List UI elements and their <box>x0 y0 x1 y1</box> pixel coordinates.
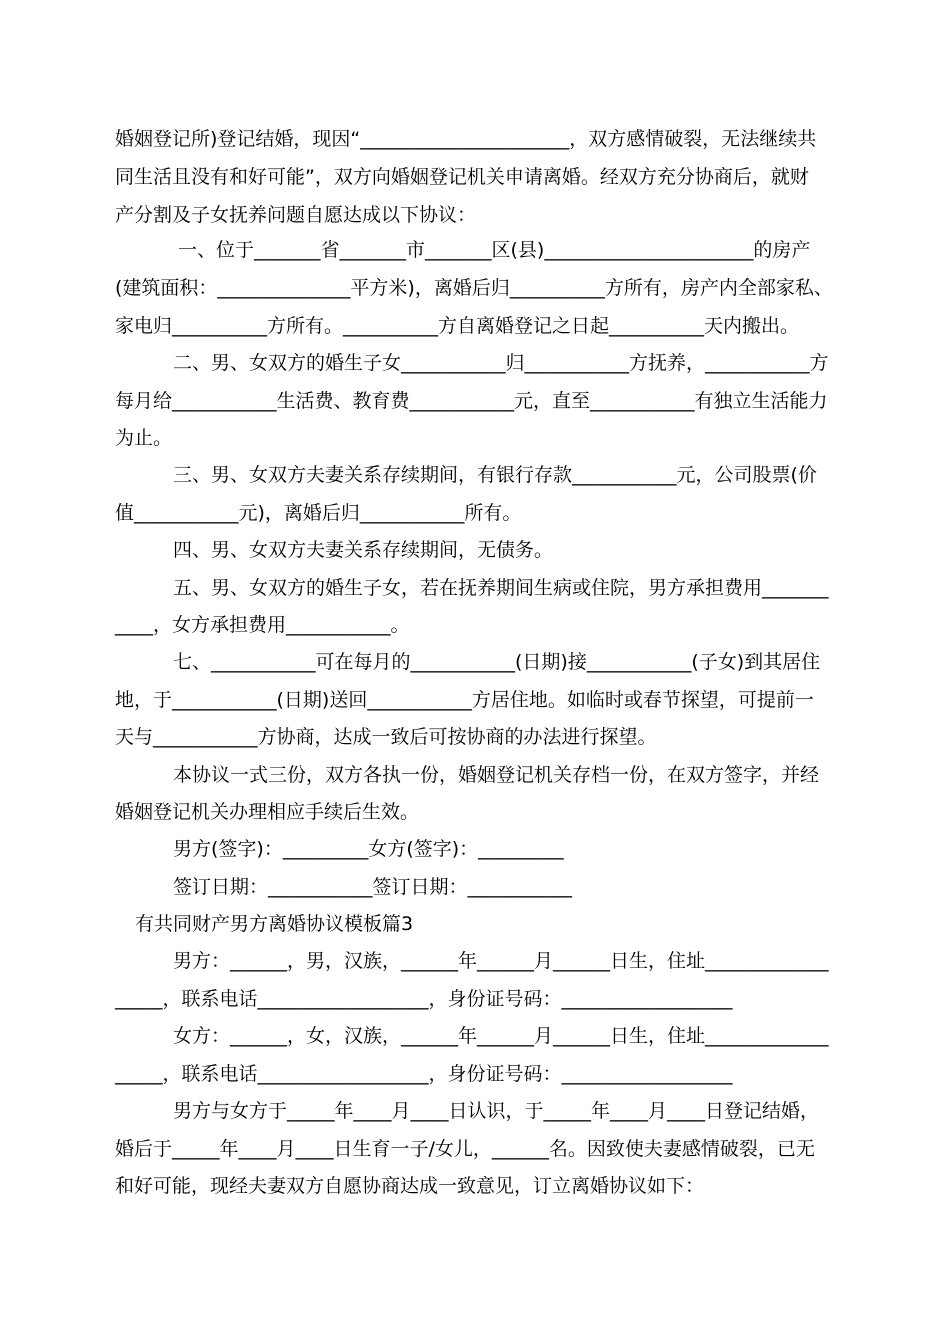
clause-1-line: (建筑面积：______________平方米)，离婚后归__________方所有，房产内全部家私、 <box>115 277 833 299</box>
paragraph-line: 产分割及子女抚养问题自愿达成以下协议： <box>115 204 477 226</box>
agreement-copies-line: 本协议一式三份，双方各执一份，婚姻登记机关存档一份，在双方签字，并经 <box>173 764 820 786</box>
section-heading: 有共同财产男方离婚协议模板篇3 <box>135 913 414 935</box>
clause-2-line: 每月给___________生活费、教育费___________元，直至___________有独立生活能力 <box>115 390 828 412</box>
background-line: 婚后于_____年____月____日生育一子/女儿，______名。因致使夫妻感情破裂，已无 <box>115 1138 815 1160</box>
paragraph-line: 同生活且没有和好可能”，双方向婚姻登记机关申请离婚。经双方充分协商后，就财 <box>115 166 809 188</box>
party-male-line: _____，联系电话__________________，身份证号码：__________________ <box>115 988 733 1010</box>
background-line: 男方与女方于_____年____月____日认识，于_____年____月____日登记结婚， <box>173 1100 820 1122</box>
clause-7-line: 地，于___________(日期)送回___________方居住地。如临时或春节探望，可提前一 <box>115 689 814 711</box>
clause-5-line: 五、男、女双方的婚生子女，若在抚养期间生病或住院，男方承担费用_______ <box>173 577 829 599</box>
background-line: 和好可能，现经夫妻双方自愿协商达成一致意见，订立离婚协议如下： <box>115 1175 705 1197</box>
clause-3-line: 三、男、女双方夫妻关系存续期间，有银行存款___________元，公司股票(价 <box>173 464 817 486</box>
clause-3-line: 值___________元)，离婚后归___________所有。 <box>115 502 522 524</box>
paragraph-line: 婚姻登记所)登记结婚，现因“______________________，双方感情破裂，无法继续共 <box>115 128 817 150</box>
clause-7-line: 天与___________方协商，达成一致后可按协商的办法进行探望。 <box>115 726 657 748</box>
clause-5-line: ____，女方承担费用___________。 <box>115 614 410 636</box>
clause-7-line: 七、___________可在每月的___________(日期)接___________(子女)到其居住 <box>173 651 821 673</box>
clause-1-line: 一、位于_______省_______市_______区(县)______________________的房产 <box>178 239 811 261</box>
agreement-copies-line: 婚姻登记机关办理相应手续后生效。 <box>115 801 420 823</box>
clause-1-line: 家电归__________方所有。__________方自离婚登记之日起__________天内搬出。 <box>115 315 800 337</box>
signature-line: 男方(签字)：_________女方(签字)：_________ <box>173 838 564 860</box>
clause-2-line: 二、男、女双方的婚生子女___________归___________方抚养，___________方 <box>173 352 829 374</box>
clause-4-line: 四、男、女双方夫妻关系存续期间，无债务。 <box>173 539 554 561</box>
clause-2-line: 为止。 <box>115 427 173 449</box>
party-male-line: 男方：______，男，汉族，______年______月______日生，住址_____________ <box>173 950 829 972</box>
party-female-line: _____，联系电话__________________，身份证号码：__________________ <box>115 1063 733 1085</box>
party-female-line: 女方：______，女，汉族，______年______月______日生，住址_____________ <box>173 1025 829 1047</box>
sign-date-line: 签订日期：___________签订日期：___________ <box>173 876 573 898</box>
